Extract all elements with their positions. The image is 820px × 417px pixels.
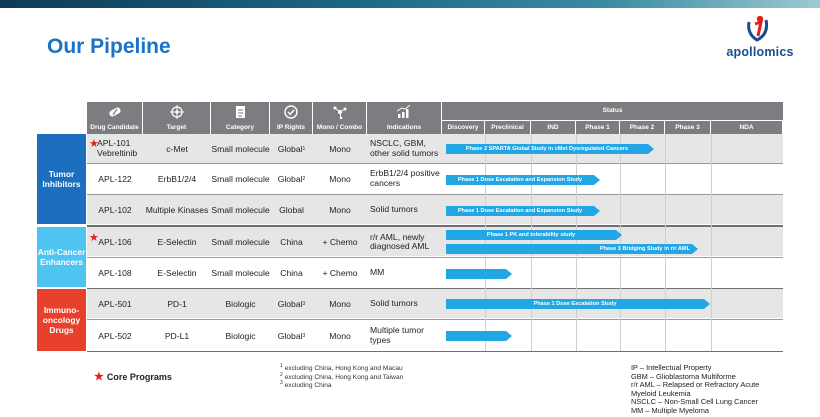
growth-chart-icon (396, 105, 412, 119)
status-bar (446, 269, 506, 279)
ip-cell: Global 2 (277, 173, 306, 184)
category-cell: Biologic (225, 330, 256, 341)
category-cell: Small molecule (211, 237, 270, 247)
header-target: Target (143, 102, 211, 134)
mono-cell: Mono (329, 173, 351, 184)
pill-icon (107, 105, 123, 119)
target-cell: Multiple Kinases (145, 205, 209, 215)
mono-cell: + Chemo (322, 237, 358, 247)
mono-cell: Mono (329, 299, 351, 309)
mono-cell: + Chemo (322, 268, 358, 278)
table-bottom (87, 351, 783, 352)
drug-cell: APL-102 (98, 205, 132, 215)
status-bar: Phase 1 PK and tolerability study (446, 230, 616, 240)
drug-cell: APL-502 (98, 330, 132, 341)
category-cell: Small molecule (211, 143, 270, 154)
phase-gridline (620, 134, 621, 351)
indication-cell: ErbB1/2/4 positive cancers (370, 168, 440, 188)
header-mono-combo: Mono / Combo (313, 102, 367, 134)
phase-1: Phase 1 (576, 120, 620, 134)
mono-cell: Mono (329, 205, 351, 215)
group-immuno-oncology: Immuno-oncology Drugs (37, 289, 86, 351)
status-bar: Phase 3 Bridging Study in r/r AML (446, 244, 692, 254)
page-title: Our Pipeline (47, 35, 171, 58)
status-bar: Phase 1 Dose Escalation and Expansion Study (446, 206, 594, 216)
phase-preclinical: Preclinical (485, 120, 531, 134)
footnote: $^3$ excluding China (280, 379, 332, 389)
ip-cell: China (280, 268, 303, 278)
drug-cell: APL-108 (98, 268, 132, 278)
footnotes (280, 362, 404, 391)
target-cell: PD-1 (167, 299, 187, 309)
status-bar: Phase 1 Dose Escalation Study (446, 299, 704, 309)
indication-cell: Multiple tumor types (370, 325, 424, 345)
target-cell: ErbB1/2/4 (157, 173, 197, 184)
molecule-icon (332, 105, 348, 119)
status-bar: Phase 2 SPARTA Global Study in cMet Dysregulated Cancers (446, 144, 648, 154)
ip-cell: China (280, 237, 303, 247)
core-program-star-icon: ★ (89, 138, 99, 150)
drug-cell: APL-106 (98, 237, 132, 247)
apollomics-logo-icon (725, 12, 795, 46)
top-banner (0, 0, 820, 8)
indication-cell: MM (370, 267, 385, 278)
header-drug-candidate: Drug Candidate (87, 102, 143, 134)
footnote: $^2$ excluding China, Hong Kong and Taiwan (280, 371, 404, 381)
drug-cell: APL-501 (98, 299, 132, 309)
mono-cell: Mono (329, 143, 351, 154)
phase-ind: IND (531, 120, 576, 134)
group-anti-cancer-enhancers: Anti-Cancer Enhancers (37, 227, 86, 287)
status-bar: Phase 1 Dose Escalation and Expansion Study (446, 175, 594, 185)
ip-cell: Global (279, 205, 304, 215)
ip-cell: Global 3 (277, 299, 306, 309)
check-badge-icon (283, 105, 299, 119)
core-program-star-icon: ★ (89, 232, 99, 244)
category-cell: Small molecule (211, 268, 270, 278)
header-status: Status (442, 102, 783, 120)
logo-text: apollomics (726, 45, 794, 59)
target-cell: PD-L1 (164, 330, 190, 341)
indication-cell: r/r AML, newly diagnosed AML (370, 231, 430, 251)
phase-3: Phase 3 (665, 120, 711, 134)
phase-gridline (531, 134, 532, 351)
phase-gridline (665, 134, 666, 351)
header-indications: Indications (367, 102, 442, 134)
header-ip-rights: IP Rights (270, 102, 313, 134)
category-cell: Small molecule (211, 173, 270, 184)
header-category: Category (211, 102, 270, 134)
target-cell: c-Met (166, 143, 188, 154)
ip-cell: Global 1 (277, 143, 306, 154)
group-tumor-inhibitors: Tumor Inhibitors (37, 134, 86, 224)
abbreviation-legend: IP – Intellectual Property GBM – Glioblastoma Multiforme r/r AML – Relapsed or Refractory Acute Myeloid Leukemia NSCLC – Non-Small Cell Lung Cancer MM – Multiple Myeloma (631, 363, 760, 415)
indication-cell: Solid tumors (370, 298, 418, 309)
phase-2: Phase 2 (620, 120, 665, 134)
target-cell: E-Selectin (157, 268, 197, 278)
indication-cell: Solid tumors (370, 204, 418, 215)
drug-cell: APL-122 (98, 173, 132, 184)
phase-gridline (485, 134, 486, 351)
status-bar (446, 331, 506, 341)
target-icon (169, 105, 185, 119)
company-logo (725, 12, 795, 62)
phase-gridline (576, 134, 577, 351)
category-cell: Biologic (225, 299, 256, 309)
phase-gridline (711, 134, 712, 351)
phase-discovery: Discovery (442, 120, 485, 134)
mono-cell: Mono (329, 330, 351, 341)
phase-nda: NDA (711, 120, 783, 134)
core-program-star-icon: ★ (94, 371, 104, 383)
document-icon (232, 105, 248, 119)
footnote: $^1$ excluding China, Hong Kong and Macau (280, 362, 403, 372)
target-cell: E-Selectin (157, 237, 197, 247)
drug-cell: APL-101 Vebreltinib (97, 138, 138, 158)
ip-cell: Global 3 (277, 330, 306, 341)
indication-cell: NSCLC, GBM, other solid tumors (370, 138, 439, 158)
category-cell: Small molecule (211, 205, 270, 215)
core-programs-legend: ★ Core Programs (94, 371, 172, 383)
